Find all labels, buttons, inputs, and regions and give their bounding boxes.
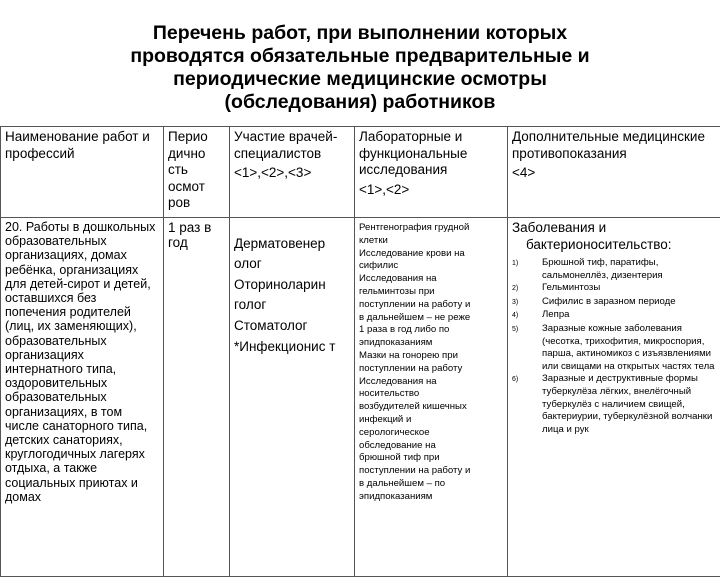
- header-lab-label: Лабораторные и функциональные исследования: [359, 129, 467, 177]
- lab-line: Исследование крови на: [359, 248, 503, 261]
- lab-line: гельминтозы при: [359, 286, 503, 299]
- header-specialists-label: Участие врачей-специалистов: [234, 129, 337, 161]
- header-works-label: Наименование работ и профессий: [5, 129, 150, 161]
- header-lab: [355, 127, 508, 218]
- item-text: Заразные кожные заболевания (чесотка, трихофития, микроспория, парша, актиномикоз с изъязвлениями или свищами на открытых частях тела: [542, 323, 716, 373]
- item-number: 1): [512, 257, 542, 282]
- lab-line: Мазки на гонорею при: [359, 350, 503, 363]
- lab-line: обследование на: [359, 440, 503, 453]
- item-number: 3): [512, 296, 542, 310]
- lab-line: серологическое: [359, 427, 503, 440]
- header-row: [1, 127, 720, 218]
- item-text: Сифилис в заразном периоде: [542, 296, 716, 310]
- title-line: (обследования) работников: [40, 91, 680, 114]
- item-text: Лепра: [542, 309, 716, 323]
- specialist: *Инфекционис т: [234, 337, 350, 357]
- lab-line: сифилис: [359, 260, 503, 273]
- specialist: Дерматовенер олог: [234, 234, 350, 274]
- title-line: проводятся обязательные предварительные и: [40, 45, 680, 68]
- page-title: [40, 22, 680, 114]
- header-specialists-note: <1>,<2>,<3>: [234, 165, 350, 182]
- lab-line: в дальнейшем – не реже: [359, 312, 503, 325]
- list-item: [512, 257, 716, 282]
- item-number: 2): [512, 282, 542, 296]
- lab-line: в дальнейшем – по: [359, 478, 503, 491]
- cell-specialists: [230, 218, 355, 577]
- header-frequency: [164, 127, 230, 218]
- header-works: [1, 127, 164, 218]
- lab-line: клетки: [359, 235, 503, 248]
- item-number: 5): [512, 323, 542, 373]
- lab-line: 1 раза в год либо по: [359, 324, 503, 337]
- title-line: Перечень работ, при выполнении которых: [40, 22, 680, 45]
- title-line: периодические медицинские осмотры: [40, 68, 680, 91]
- lab-line: Исследования на: [359, 376, 503, 389]
- list-item: [512, 296, 716, 310]
- frequency-text: 1 раз в год: [168, 220, 211, 250]
- lab-line: поступлении на работу: [359, 363, 503, 376]
- cell-lab: [355, 218, 508, 577]
- specialist: Оториноларин голог: [234, 275, 350, 315]
- item-text: Гельминтозы: [542, 282, 716, 296]
- list-item: [512, 373, 716, 436]
- header-frequency-label: Перио дично сть осмот ров: [168, 129, 208, 210]
- item-number: 4): [512, 309, 542, 323]
- header-specialists: [230, 127, 355, 218]
- header-contra-label: Дополнительные медицинские противопоказания: [512, 129, 705, 161]
- header-contra: [508, 127, 720, 218]
- specialist: Стоматолог: [234, 316, 350, 336]
- lab-line: Исследования на: [359, 273, 503, 286]
- work-text: 20. Работы в дошкольных образовательных организациях, домах ребёнка, организациях для детей-сирот и детей, оставшихся без попечения родителей (лиц, их заменяющих), образовательных организациях интернатного типа, оздоровительных образовательных организациях, в том числе санаторного типа, детских санаториях, круглогодичных лагерях отдыха, а также социальных приютах и домах: [5, 220, 155, 504]
- item-text: Заразные и деструктивные формы туберкулёза лёгких, внелёгочный туберкулёз с наличием свищей, бактериурии, туберкулёзной волчанки лица и рук: [542, 373, 716, 436]
- cell-contra: [508, 218, 720, 577]
- header-lab-note: <1>,<2>: [359, 182, 503, 199]
- list-item: [512, 309, 716, 323]
- list-item: [512, 282, 716, 296]
- works-table: [0, 126, 720, 577]
- cell-work: [1, 218, 164, 577]
- lab-line: носительство: [359, 388, 503, 401]
- lab-line: эпидпоказаниям: [359, 337, 503, 350]
- contra-lead: Заболевания и бактерионосительство:: [512, 220, 716, 253]
- lab-line: поступлении на работу и: [359, 465, 503, 478]
- lab-line: эпидпоказаниям: [359, 491, 503, 504]
- cell-frequency: [164, 218, 230, 577]
- lab-line: брюшной тиф при: [359, 452, 503, 465]
- item-text: Брюшной тиф, паратифы, сальмонеллёз, дизентерия: [542, 257, 716, 282]
- table-row: [1, 218, 720, 577]
- item-number: 6): [512, 373, 542, 436]
- lab-line: возбудителей кишечных: [359, 401, 503, 414]
- header-contra-note: <4>: [512, 165, 716, 182]
- lab-line: поступлении на работу и: [359, 299, 503, 312]
- lab-line: инфекций и: [359, 414, 503, 427]
- list-item: [512, 323, 716, 373]
- lab-line: Рентгенография грудной: [359, 222, 503, 235]
